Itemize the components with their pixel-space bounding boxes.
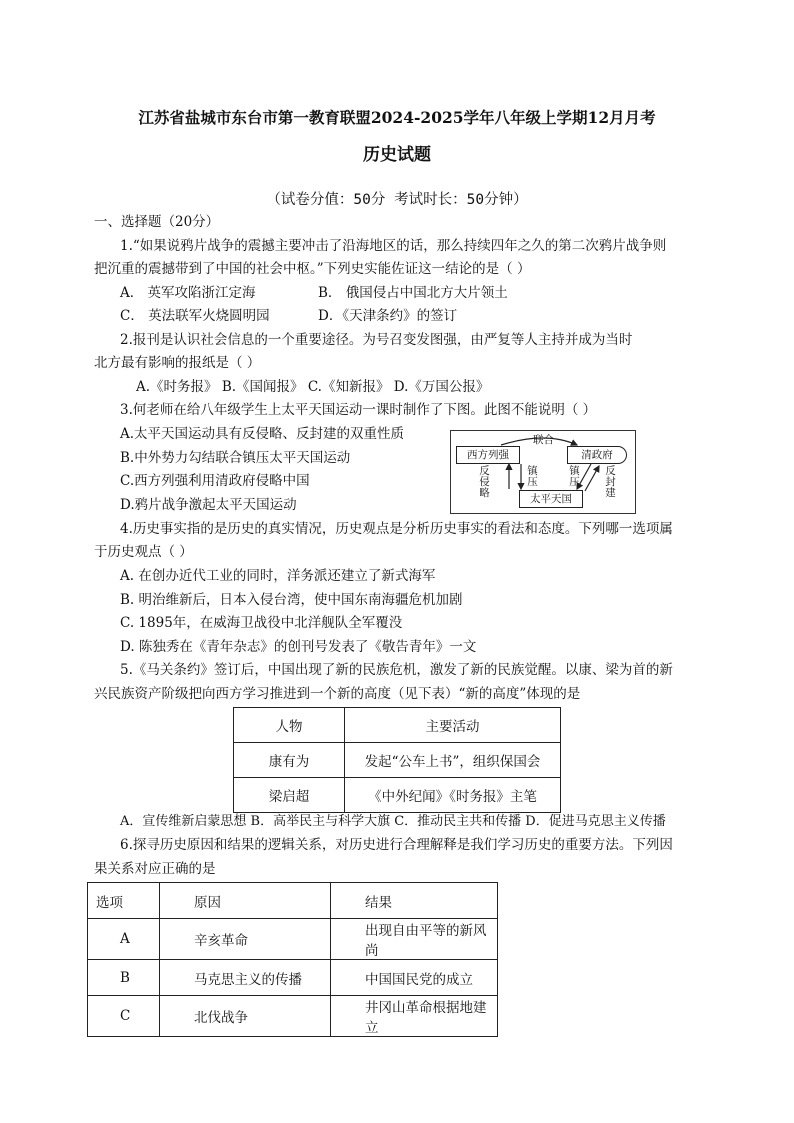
q1-stem-line2: 把沉重的震撼带到了中国的社会中枢。”下列史实能佐证这一结论的是（ ）	[94, 261, 531, 277]
label-anti-feudal: 反封建	[605, 465, 616, 499]
table-header-row	[234, 708, 561, 743]
table-header-cell: 结果	[331, 883, 498, 919]
label-anti-aggression: 反侵略	[479, 465, 490, 499]
q2-options: A.《时务报》 B.《国闻报》 C.《知新报》 D.《万国公报》	[136, 379, 490, 395]
q5-options: A．宣传维新启蒙思想 B．高举民主与科学大旗 C．推动民主共和传播 D．促进马克思主义传播	[120, 814, 666, 829]
exam-title: 江苏省盐城市东台市第一教育联盟2024-2025学年八年级上学期12月月考	[138, 108, 656, 127]
table-cell: 发起“公车上书”，组织保国会	[345, 743, 561, 778]
q4-option-c: C. 1895年，在威海卫战役中北洋舰队全军覆没	[120, 615, 403, 631]
q5-table	[233, 707, 561, 813]
node-taiping: 太平天国	[519, 490, 583, 508]
table-cell: 北伐战争	[160, 996, 331, 1037]
q4-stem-line2: 于历史观点（ ）	[94, 544, 193, 560]
q1-stem-line1: 1.“如果说鸦片战争的震撼主要冲击了沿海地区的话，那么持续四年之久的第二次鸦片战争则	[120, 238, 667, 254]
table-cell: 梁启超	[234, 778, 345, 813]
table-cell: 《中外纪闻》《时务报》主笔	[345, 778, 561, 813]
table-cell: 中国国民党的成立	[331, 960, 498, 996]
table-header-cell: 原因	[160, 883, 331, 919]
q4-option-b: B. 明治维新后，日本入侵台湾，使中国东南海疆危机加剧	[120, 592, 463, 608]
q1-option-a: A． 英军攻陷浙江定海	[120, 285, 256, 301]
section-heading: 一、选择题（20分）	[94, 214, 220, 230]
q4-option-a: A. 在创办近代工业的同时，洋务派还建立了新式海军	[120, 568, 436, 584]
q2-stem-line1: 2.报刊是认识社会信息的一个重要途径。为号召变发图强，由严复等人主持并成为当时	[120, 332, 633, 348]
q6-stem-line2: 果关系对应正确的是	[94, 861, 216, 877]
table-cell: B	[88, 960, 160, 996]
table-cell: 出现自由平等的新风尚	[331, 919, 498, 960]
q5-stem-line1: 5.《马关条约》签订后，中国出现了新的民族危机，激发了新的民族觉醒。以康、梁为首的新	[120, 662, 673, 678]
table-row	[234, 778, 561, 813]
q1-option-d: D．《天津条约》的签订	[318, 308, 458, 324]
q6-table	[87, 882, 498, 1037]
table-header-cell: 主要活动	[345, 708, 561, 743]
exam-subject: 历史试题	[363, 145, 431, 165]
node-west: 西方列强	[456, 446, 520, 464]
q2-stem-line2: 北方最有影响的报纸是（ ）	[94, 355, 261, 371]
q6-stem-line1: 6.探寻历史原因和结果的逻辑关系，对历史进行合理解释是我们学习历史的重要方法。下列因	[120, 837, 673, 853]
table-cell: C	[88, 996, 160, 1037]
table-cell: 马克思主义的传播	[160, 960, 331, 996]
table-cell: A	[88, 919, 160, 960]
table-cell: 辛亥革命	[160, 919, 331, 960]
q3-option-c: C.西方列强利用清政府侵略中国	[120, 473, 310, 489]
q3-option-b: B.中外势力勾结联合镇压太平天国运动	[120, 450, 351, 466]
q5-stem-line2: 兴民族资产阶级把向西方学习推进到一个新的高度（见下表）“新的高度”体现的是	[94, 686, 581, 702]
q1-option-c: C． 英法联军火烧圆明园	[120, 308, 270, 324]
q4-stem-line1: 4.历史事实指的是历史的真实情况，历史观点是分析历史事实的看法和态度。下列哪一选项属	[120, 521, 673, 537]
q1-option-b: B． 俄国侵占中国北方大片领土	[318, 285, 508, 301]
q4-option-d: D. 陈独秀在《青年杂志》的创刊号发表了《敬告青年》一文	[120, 639, 477, 655]
label-suppress-right: 镇压	[569, 465, 580, 488]
node-qing: 清政府	[567, 446, 627, 464]
q3-option-d: D.鸦片战争激起太平天国运动	[120, 497, 297, 513]
table-header-cell: 人物	[234, 708, 345, 743]
label-alliance: 联合	[533, 434, 554, 446]
table-cell: 井冈山革命根据地建立	[331, 996, 498, 1037]
q3-stem: 3.何老师在给八年级学生上太平天国运动一课时制作了下图。此图不能说明（ ）	[120, 402, 597, 418]
table-cell: 康有为	[234, 743, 345, 778]
table-row	[88, 960, 498, 996]
q3-relationship-diagram	[450, 430, 636, 514]
q3-option-a: A.太平天国运动具有反侵略、反封建的双重性质	[120, 426, 405, 442]
label-suppress-left: 镇压	[527, 465, 538, 488]
table-row	[88, 996, 498, 1037]
table-row	[234, 743, 561, 778]
table-row	[88, 919, 498, 960]
table-header-cell: 选项	[88, 883, 160, 919]
exam-info: （试卷分值：50分 考试时长：50分钟）	[266, 192, 528, 208]
table-header-row	[88, 883, 498, 919]
